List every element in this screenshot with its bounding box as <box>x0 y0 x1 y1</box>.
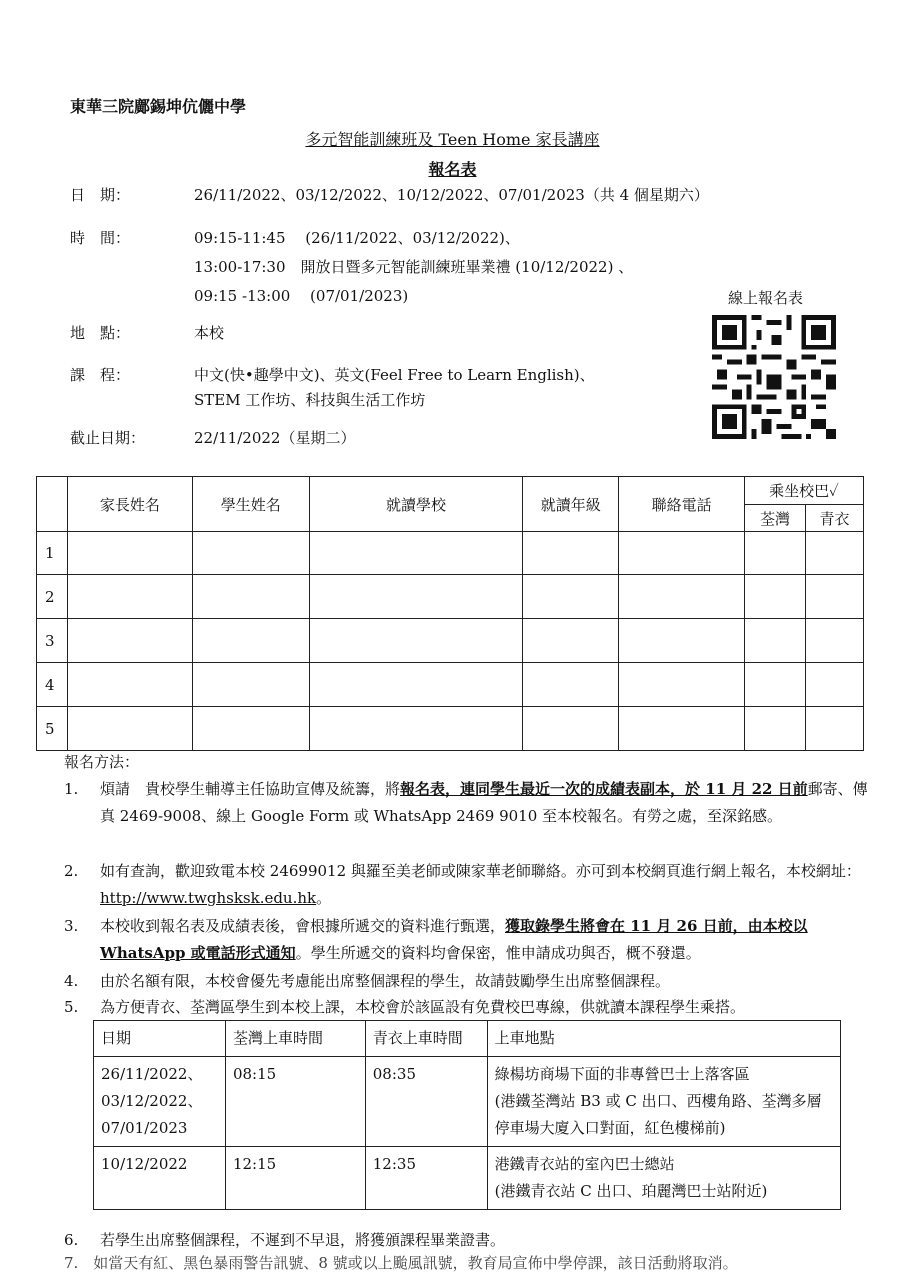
school-cell[interactable] <box>309 575 523 619</box>
parent-name-cell[interactable] <box>67 663 192 707</box>
parent-name-header: 家長姓名 <box>67 477 192 532</box>
school-name: 東華三院鄺錫坤伉儷中學 <box>70 97 247 116</box>
school-header: 就讀學校 <box>309 477 523 532</box>
bus-location-cell <box>487 1057 840 1147</box>
time-line-3: 09:15 -13:00 (07/01/2023) <box>194 287 409 305</box>
bus-ty-time-cell: 12:35 <box>365 1147 487 1210</box>
tsing-yi-header: 青衣 <box>805 505 863 532</box>
tsing-yi-checkbox[interactable] <box>805 575 863 619</box>
location-main: 港鐵青衣站的室內巴士總站 <box>494 1155 675 1173</box>
course-line-2: STEM 工作坊、科技與生活工作坊 <box>194 391 426 409</box>
time-line-1: 09:15-11:45 (26/11/2022、03/12/2022)、 <box>194 229 520 247</box>
method-item-4 <box>64 968 869 995</box>
grade-cell[interactable] <box>523 707 619 751</box>
course-line-1: 中文(快•趣學中文)、英文(Feel Free to Learn English)、 <box>194 366 595 384</box>
course-label: 課 程： <box>70 366 131 384</box>
parent-name-cell[interactable] <box>67 707 192 751</box>
item-text: 如有查詢，歡迎致電本校 24699012 與羅至美老師或陳家華老師聯絡。亦可到本校網頁進行網上報名，本校網址： <box>100 862 861 880</box>
item-text-emphasis: 報名表 <box>400 780 446 798</box>
tsing-yi-checkbox[interactable] <box>805 663 863 707</box>
parent-name-cell[interactable] <box>67 619 192 663</box>
method-item-3 <box>64 913 869 967</box>
tsuen-wan-checkbox[interactable] <box>745 619 806 663</box>
item-text: 若學生出席整個課程，不遲到不早退，將獲頒課程畢業證書。 <box>100 1231 506 1249</box>
school-cell[interactable] <box>309 663 523 707</box>
method-item-2 <box>64 858 869 912</box>
row-number-header <box>37 477 68 532</box>
item-number: 2. <box>64 862 79 880</box>
parent-name-cell[interactable] <box>67 532 192 575</box>
tsing-yi-checkbox[interactable] <box>805 707 863 751</box>
item-text-emphasis: ，連同學生最近一次的成績表副本，於 11 月 22 日前 <box>445 780 808 798</box>
item-text: 為方便青衣、荃灣區學生到本校上課，本校會於該區設有免費校巴專線，供就讀本課程學生乘搭。 <box>100 998 746 1016</box>
phone-cell[interactable] <box>619 619 745 663</box>
item-text: 本校收到報名表及成績表後，會根據所遞交的資料進行甄選， <box>100 917 506 935</box>
tsuen-wan-checkbox[interactable] <box>745 532 806 575</box>
item-number: 3. <box>64 917 79 935</box>
bus-date-header: 日期 <box>94 1021 226 1057</box>
grade-cell[interactable] <box>523 663 619 707</box>
deadline-value: 22/11/2022（星期二） <box>194 429 356 447</box>
grade-cell[interactable] <box>523 619 619 663</box>
bus-tw-time-cell: 12:15 <box>225 1147 365 1210</box>
school-cell[interactable] <box>309 532 523 575</box>
deadline-label: 截止日期： <box>70 429 146 447</box>
bus-ty-time-cell: 08:35 <box>365 1057 487 1147</box>
school-website-link[interactable]: http://www.twghsksk.edu.hk <box>100 889 317 907</box>
row-number: 1 <box>37 532 68 575</box>
grade-cell[interactable] <box>523 532 619 575</box>
location-detail: (港鐵青衣站 C 出口、珀麗灣巴士站附近) <box>494 1182 768 1200</box>
tsuen-wan-checkbox[interactable] <box>745 575 806 619</box>
form-subtitle: 報名表 <box>428 160 477 179</box>
phone-header: 聯絡電話 <box>619 477 745 532</box>
student-name-cell[interactable] <box>192 575 309 619</box>
location-main: 綠楊坊商場下面的非專營巴士上落客區 <box>494 1065 750 1083</box>
method-item-1 <box>64 776 869 830</box>
item-text-emphasis: 獲取錄學生將會在 11 月 26 日前，由本校以 WhatsApp 或電話形式通知 <box>100 917 808 962</box>
tsing-yi-checkbox[interactable] <box>805 619 863 663</box>
time-label: 時 間： <box>70 229 131 247</box>
student-name-cell[interactable] <box>192 707 309 751</box>
bus-date-cell: 26/11/2022、 03/12/2022、 07/01/2023 <box>94 1057 226 1147</box>
item-text: 郵寄、傳真 2469-9008、線上 Google Form 或 WhatsApp 2469 9010 至本校報名。有勞之處，至深銘感。 <box>100 780 868 825</box>
row-number: 4 <box>37 663 68 707</box>
date-label: 日 期： <box>70 186 131 204</box>
item-number: 5. <box>64 998 79 1016</box>
item-text: 煩請 貴校學生輔導主任協助宣傳及統籌，將 <box>100 780 401 798</box>
item-number: 1. <box>64 780 79 798</box>
school-cell[interactable] <box>309 707 523 751</box>
student-name-cell[interactable] <box>192 619 309 663</box>
method-item-7-partial: 7. 如當天有紅、黑色暴雨警告訊號、8 號或以上颱風訊號，教育局宣佈中學停課，該日活動將取消。 <box>64 1254 738 1272</box>
tsing-yi-checkbox[interactable] <box>805 532 863 575</box>
tsuen-wan-checkbox[interactable] <box>745 663 806 707</box>
grade-cell[interactable] <box>523 575 619 619</box>
form-title: 多元智能訓練班及 Teen Home 家長講座 <box>305 130 600 149</box>
row-number: 3 <box>37 619 68 663</box>
location-detail: (港鐵荃灣站 B3 或 C 出口、西樓角路、荃灣多層停車場大廈入口對面，紅色樓梯前) <box>494 1092 822 1137</box>
phone-cell[interactable] <box>619 663 745 707</box>
student-name-cell[interactable] <box>192 663 309 707</box>
item-number: 6. <box>64 1231 79 1249</box>
phone-cell[interactable] <box>619 532 745 575</box>
student-name-cell[interactable] <box>192 532 309 575</box>
qr-code-icon[interactable] <box>712 315 836 439</box>
item-number: 4. <box>64 972 79 990</box>
item-text: 。 <box>316 889 332 907</box>
row-number: 2 <box>37 575 68 619</box>
tsuen-wan-checkbox[interactable] <box>745 707 806 751</box>
methods-heading: 報名方法： <box>64 753 140 771</box>
phone-cell[interactable] <box>619 575 745 619</box>
grade-header: 就讀年級 <box>523 477 619 532</box>
bus-location-cell <box>487 1147 840 1210</box>
bus-ty-time-header: 青衣上車時間 <box>365 1021 487 1057</box>
date-value: 26/11/2022、03/12/2022、10/12/2022、07/01/2023（共 4 個星期六） <box>194 186 709 204</box>
time-line-2: 13:00-17:30 開放日暨多元智能訓練班畢業禮 (10/12/2022) 、 <box>194 258 634 276</box>
method-item-6 <box>64 1227 869 1254</box>
tsuen-wan-header: 荃灣 <box>745 505 806 532</box>
bus-tw-time-header: 荃灣上車時間 <box>225 1021 365 1057</box>
bus-tw-time-cell: 08:15 <box>225 1057 365 1147</box>
item-text: 。學生所遞交的資料均會保密，惟申請成功與否，概不發還。 <box>295 944 701 962</box>
item-text: 由於名額有限，本校會優先考慮能出席整個課程的學生，故請鼓勵學生出席整個課程。 <box>100 972 671 990</box>
bus-header: 乘坐校巴✓ <box>745 477 864 505</box>
method-item-5 <box>64 994 869 1021</box>
online-form-label: 線上報名表 <box>728 289 804 307</box>
bus-date-cell: 10/12/2022 <box>94 1147 226 1210</box>
venue-value: 本校 <box>194 324 225 342</box>
school-bus-table <box>93 1020 841 1210</box>
venue-label: 地 點： <box>70 324 131 342</box>
parent-name-cell[interactable] <box>67 575 192 619</box>
student-name-header: 學生姓名 <box>192 477 309 532</box>
school-cell[interactable] <box>309 619 523 663</box>
bus-location-header: 上車地點 <box>487 1021 840 1057</box>
registration-table <box>36 476 864 751</box>
phone-cell[interactable] <box>619 707 745 751</box>
row-number: 5 <box>37 707 68 751</box>
